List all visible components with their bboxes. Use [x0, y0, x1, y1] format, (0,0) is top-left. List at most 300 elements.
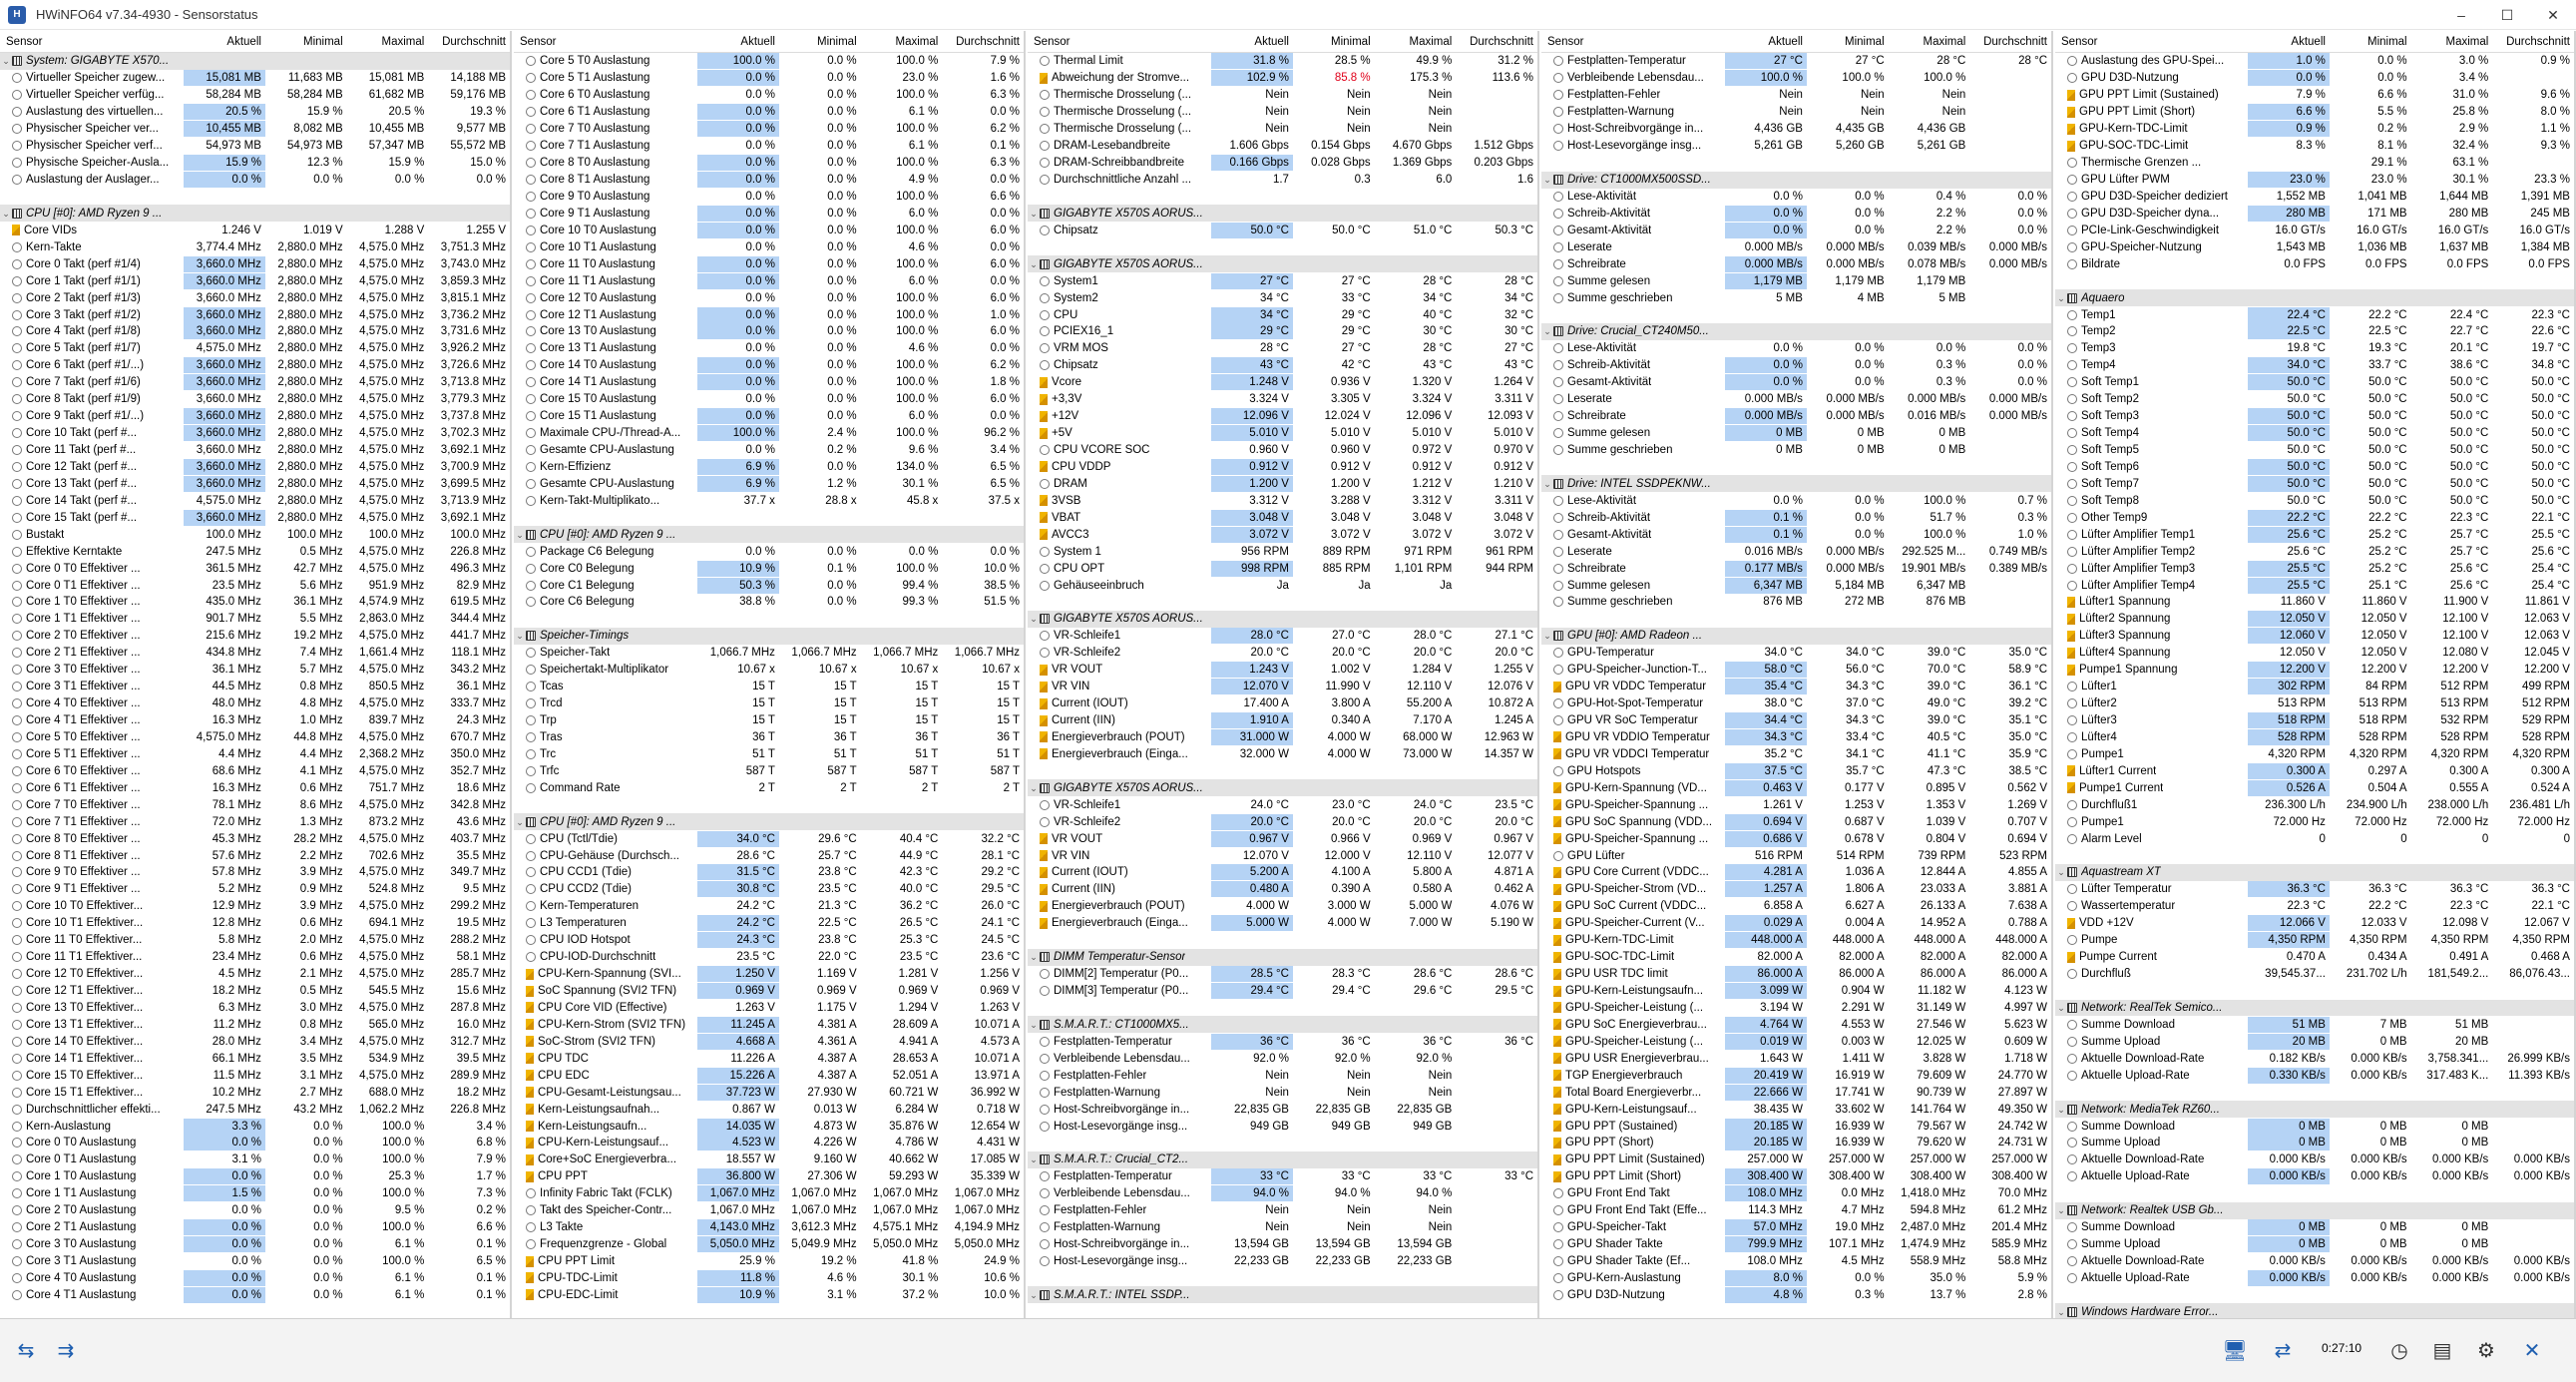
sensor-row[interactable] — [514, 1253, 1024, 1270]
sensor-row[interactable] — [514, 53, 1024, 70]
sensor-row[interactable] — [514, 121, 1024, 138]
sensor-row[interactable] — [514, 1286, 1024, 1303]
sensor-row[interactable] — [1541, 762, 2051, 779]
sensor-group-header[interactable] — [1541, 475, 2051, 492]
column-header-maximum[interactable]: Maximal — [2445, 35, 2489, 48]
sensor-pane-3[interactable] — [1028, 31, 1539, 1318]
sensor-row[interactable] — [2055, 1152, 2574, 1168]
sensor-row[interactable] — [0, 442, 510, 459]
sensor-row[interactable] — [1541, 104, 2051, 121]
sensor-group-header[interactable] — [514, 526, 1024, 543]
sensor-row[interactable] — [0, 1118, 510, 1135]
sensor-row[interactable] — [1028, 323, 1537, 340]
sensor-row[interactable] — [0, 425, 510, 442]
sensor-row[interactable] — [514, 966, 1024, 983]
sensor-row[interactable] — [514, 560, 1024, 577]
sensor-row[interactable] — [2055, 1067, 2574, 1084]
sensor-group-header[interactable] — [1028, 255, 1537, 272]
column-header-minimum[interactable]: Minimal — [2367, 35, 2407, 48]
sensor-row[interactable] — [2055, 543, 2574, 560]
sensor-row[interactable] — [1028, 121, 1537, 138]
collapse-toggle-icon[interactable]: ⌄ — [1030, 258, 1038, 269]
sensor-row[interactable] — [514, 932, 1024, 949]
sensor-row[interactable] — [1028, 813, 1537, 830]
sensor-row[interactable] — [514, 475, 1024, 492]
sensor-row[interactable] — [514, 898, 1024, 915]
sensor-row[interactable] — [1541, 408, 2051, 425]
sensor-row[interactable] — [1028, 881, 1537, 898]
sensor-row[interactable] — [1541, 712, 2051, 729]
sensor-row[interactable] — [1028, 1067, 1537, 1084]
sensor-row[interactable] — [514, 1067, 1024, 1084]
sensor-row[interactable] — [514, 543, 1024, 560]
sensor-row[interactable] — [0, 138, 510, 155]
sensor-row[interactable] — [1541, 881, 2051, 898]
maximize-button[interactable]: ☐ — [2500, 6, 2514, 23]
sensor-row[interactable] — [1541, 1000, 2051, 1017]
collapse-toggle-icon[interactable]: ⌄ — [1030, 208, 1038, 219]
sensor-row[interactable] — [0, 1236, 510, 1253]
sensor-pane-5[interactable] — [2055, 31, 2576, 1318]
sensor-row[interactable] — [2055, 628, 2574, 645]
sensor-row[interactable] — [2055, 323, 2574, 340]
sensor-row[interactable] — [2055, 306, 2574, 323]
sensor-row[interactable] — [1028, 442, 1537, 459]
column-header-minimum[interactable]: Minimal — [1331, 35, 1371, 48]
sensor-row[interactable] — [0, 662, 510, 679]
sensor-row[interactable] — [514, 272, 1024, 289]
sensor-row[interactable] — [0, 1168, 510, 1185]
sensor-row[interactable] — [2055, 189, 2574, 206]
sensor-row[interactable] — [1028, 1236, 1537, 1253]
sensor-row[interactable] — [1028, 374, 1537, 391]
sensor-row[interactable] — [1028, 272, 1537, 289]
sensor-row[interactable] — [2055, 475, 2574, 492]
sensor-row[interactable] — [0, 1084, 510, 1101]
sensor-row[interactable] — [1028, 391, 1537, 408]
sensor-row[interactable] — [2055, 255, 2574, 272]
sensor-row[interactable] — [2055, 1270, 2574, 1287]
sensor-row[interactable] — [1028, 87, 1537, 104]
sensor-row[interactable] — [514, 762, 1024, 779]
sensor-row[interactable] — [1028, 560, 1537, 577]
sensor-row[interactable] — [514, 645, 1024, 662]
sensor-row[interactable] — [2055, 830, 2574, 847]
sensor-row[interactable] — [0, 560, 510, 577]
sensor-row[interactable] — [0, 340, 510, 357]
sensor-row[interactable] — [1028, 695, 1537, 712]
sensor-row[interactable] — [1028, 543, 1537, 560]
sensor-row[interactable] — [2055, 87, 2574, 104]
sensor-row[interactable] — [1541, 1236, 2051, 1253]
sensor-row[interactable] — [514, 577, 1024, 594]
sensor-row[interactable] — [514, 189, 1024, 206]
sensor-row[interactable] — [0, 391, 510, 408]
sensor-row[interactable] — [1541, 745, 2051, 762]
sensor-row[interactable] — [1028, 915, 1537, 932]
sensor-row[interactable] — [0, 526, 510, 543]
sensor-row[interactable] — [514, 1016, 1024, 1033]
sensor-row[interactable] — [1028, 1101, 1537, 1118]
collapse-toggle-icon[interactable]: ⌄ — [1543, 175, 1551, 186]
column-header-average[interactable]: Durchschnitt — [1470, 35, 1534, 48]
sensor-row[interactable] — [1541, 238, 2051, 255]
sensor-row[interactable] — [514, 1118, 1024, 1135]
sensor-group-header[interactable] — [0, 205, 510, 222]
sensor-row[interactable] — [2055, 695, 2574, 712]
sensor-row[interactable] — [2055, 374, 2574, 391]
sensor-row[interactable] — [1028, 577, 1537, 594]
sensor-row[interactable] — [2055, 813, 2574, 830]
column-header-maximum[interactable]: Maximal — [895, 35, 939, 48]
sensor-row[interactable] — [514, 881, 1024, 898]
sensor-row[interactable] — [1541, 594, 2051, 611]
sensor-row[interactable] — [514, 172, 1024, 189]
sensor-row[interactable] — [1028, 679, 1537, 695]
sensor-row[interactable] — [1541, 222, 2051, 238]
sensor-row[interactable] — [1541, 1168, 2051, 1185]
sensor-row[interactable] — [2055, 53, 2574, 70]
sensor-row[interactable] — [2055, 70, 2574, 87]
sensor-row[interactable] — [1541, 1135, 2051, 1152]
column-header-sensor[interactable]: Sensor — [1547, 35, 1584, 48]
log-file-icon[interactable]: ▤ — [2432, 1339, 2452, 1362]
sensor-row[interactable] — [0, 492, 510, 509]
sensor-row[interactable] — [0, 1050, 510, 1067]
sensor-row[interactable] — [0, 830, 510, 847]
sensor-row[interactable] — [1541, 189, 2051, 206]
sensor-row[interactable] — [1028, 1033, 1537, 1050]
sensor-row[interactable] — [1028, 1185, 1537, 1202]
sensor-row[interactable] — [0, 1253, 510, 1270]
sensor-row[interactable] — [1541, 932, 2051, 949]
sensor-row[interactable] — [0, 966, 510, 983]
column-header-minimum[interactable]: Minimal — [817, 35, 857, 48]
sensor-row[interactable] — [0, 796, 510, 813]
sensor-row[interactable] — [1028, 172, 1537, 189]
sensor-group-header[interactable] — [2055, 1303, 2574, 1318]
sensor-row[interactable] — [0, 1016, 510, 1033]
sensor-row[interactable] — [2055, 425, 2574, 442]
collapse-toggle-icon[interactable]: ⌄ — [2, 208, 10, 219]
sensor-group-header[interactable] — [2055, 1000, 2574, 1017]
sensor-row[interactable] — [514, 1033, 1024, 1050]
sensor-row[interactable] — [2055, 1050, 2574, 1067]
sensor-row[interactable] — [1028, 357, 1537, 374]
sensor-row[interactable] — [0, 813, 510, 830]
column-header-current[interactable]: Aktuell — [740, 35, 775, 48]
collapse-toggle-icon[interactable]: ⌄ — [2057, 292, 2065, 303]
sensor-row[interactable] — [0, 745, 510, 762]
sensor-row[interactable] — [514, 138, 1024, 155]
sensor-group-header[interactable] — [2055, 864, 2574, 881]
sensor-row[interactable] — [0, 1219, 510, 1236]
sensor-row[interactable] — [2055, 779, 2574, 796]
sensor-row[interactable] — [1541, 560, 2051, 577]
sensor-row[interactable] — [1028, 1202, 1537, 1219]
sensor-row[interactable] — [514, 1168, 1024, 1185]
collapse-toggle-icon[interactable]: ⌄ — [1030, 952, 1038, 963]
sensor-row[interactable] — [1028, 796, 1537, 813]
sensor-row[interactable] — [2055, 881, 2574, 898]
sensor-row[interactable] — [1541, 983, 2051, 1000]
sensor-row[interactable] — [1541, 255, 2051, 272]
sensor-row[interactable] — [1028, 729, 1537, 746]
sensor-row[interactable] — [0, 323, 510, 340]
sensor-row[interactable] — [2055, 745, 2574, 762]
sensor-row[interactable] — [1028, 662, 1537, 679]
sensor-row[interactable] — [1028, 138, 1537, 155]
column-header-sensor[interactable]: Sensor — [2061, 35, 2098, 48]
sensor-row[interactable] — [1028, 408, 1537, 425]
sensor-row[interactable] — [514, 1135, 1024, 1152]
sensor-group-header[interactable] — [1028, 205, 1537, 222]
sensor-row[interactable] — [0, 357, 510, 374]
sensor-row[interactable] — [1541, 138, 2051, 155]
sensor-row[interactable] — [0, 104, 510, 121]
sensor-group-header[interactable] — [2055, 1101, 2574, 1118]
sensor-row[interactable] — [0, 645, 510, 662]
column-header-average[interactable]: Durchschnitt — [956, 35, 1021, 48]
sensor-row[interactable] — [0, 983, 510, 1000]
sensor-row[interactable] — [1028, 222, 1537, 238]
sensor-row[interactable] — [1028, 53, 1537, 70]
sensor-row[interactable] — [2055, 492, 2574, 509]
sensor-row[interactable] — [2055, 222, 2574, 238]
sensor-row[interactable] — [0, 1185, 510, 1202]
sensor-row[interactable] — [1028, 745, 1537, 762]
sensor-row[interactable] — [514, 492, 1024, 509]
sensor-row[interactable] — [2055, 104, 2574, 121]
sensor-row[interactable] — [0, 695, 510, 712]
sensor-group-header[interactable] — [1028, 611, 1537, 628]
sensor-row[interactable] — [0, 87, 510, 104]
sensor-row[interactable] — [1541, 526, 2051, 543]
sensor-row[interactable] — [0, 779, 510, 796]
column-header-average[interactable]: Durchschnitt — [442, 35, 507, 48]
sensor-row[interactable] — [2055, 1168, 2574, 1185]
sensor-row[interactable] — [1541, 1152, 2051, 1168]
sensor-row[interactable] — [1541, 779, 2051, 796]
sensor-row[interactable] — [2055, 155, 2574, 172]
sensor-row[interactable] — [1541, 357, 2051, 374]
sensor-row[interactable] — [1541, 915, 2051, 932]
network-icon[interactable]: ⇄ — [2274, 1339, 2292, 1362]
collapse-toggle-icon[interactable]: ⌄ — [2057, 1104, 2065, 1115]
sensor-row[interactable] — [2055, 238, 2574, 255]
collapse-toggle-icon[interactable]: ⌄ — [2057, 867, 2065, 878]
sensor-row[interactable] — [0, 949, 510, 966]
sensor-row[interactable] — [1541, 1286, 2051, 1303]
sensor-row[interactable] — [2055, 662, 2574, 679]
sensor-row[interactable] — [514, 983, 1024, 1000]
sensor-row[interactable] — [0, 1101, 510, 1118]
sensor-row[interactable] — [1028, 492, 1537, 509]
column-header-sensor[interactable]: Sensor — [520, 35, 557, 48]
sensor-row[interactable] — [1028, 712, 1537, 729]
sensor-row[interactable] — [1028, 475, 1537, 492]
sensor-pane-2[interactable] — [514, 31, 1026, 1318]
column-header-current[interactable]: Aktuell — [226, 35, 261, 48]
collapse-toggle-icon[interactable]: ⌄ — [1030, 1289, 1038, 1300]
sensor-row[interactable] — [514, 442, 1024, 459]
sensor-row[interactable] — [2055, 594, 2574, 611]
sensor-row[interactable] — [0, 1067, 510, 1084]
sensor-row[interactable] — [2055, 357, 2574, 374]
sensor-row[interactable] — [1541, 1219, 2051, 1236]
sensor-row[interactable] — [1541, 1050, 2051, 1067]
sensor-row[interactable] — [514, 459, 1024, 476]
clock-icon[interactable]: ◷ — [2390, 1339, 2408, 1362]
sensor-row[interactable] — [1028, 864, 1537, 881]
sensor-row[interactable] — [514, 915, 1024, 932]
sensor-row[interactable] — [514, 1152, 1024, 1168]
sensor-row[interactable] — [1541, 1016, 2051, 1033]
sensor-row[interactable] — [2055, 1236, 2574, 1253]
nav-left-icon[interactable]: ⇆ — [17, 1339, 35, 1362]
sensor-group-header[interactable] — [1541, 172, 2051, 189]
sensor-row[interactable] — [1541, 1084, 2051, 1101]
sensor-row[interactable] — [1541, 425, 2051, 442]
sensor-row[interactable] — [514, 712, 1024, 729]
sensor-row[interactable] — [1541, 492, 2051, 509]
sensor-row[interactable] — [1541, 662, 2051, 679]
sensor-group-header[interactable] — [2055, 1202, 2574, 1219]
sensor-row[interactable] — [1541, 1067, 2051, 1084]
column-header-current[interactable]: Aktuell — [1768, 35, 1803, 48]
sensor-row[interactable] — [1541, 830, 2051, 847]
sensor-group-header[interactable] — [1541, 323, 2051, 340]
sensor-row[interactable] — [0, 847, 510, 864]
sensor-row[interactable] — [2055, 915, 2574, 932]
sensor-row[interactable] — [514, 864, 1024, 881]
sensor-row[interactable] — [1028, 966, 1537, 983]
sensor-row[interactable] — [514, 70, 1024, 87]
sensor-row[interactable] — [0, 255, 510, 272]
sensor-row[interactable] — [0, 898, 510, 915]
column-header-sensor[interactable]: Sensor — [1034, 35, 1071, 48]
column-header-maximum[interactable]: Maximal — [1409, 35, 1453, 48]
sensor-row[interactable] — [2055, 796, 2574, 813]
sensor-row[interactable] — [1541, 1118, 2051, 1135]
sensor-row[interactable] — [1541, 1185, 2051, 1202]
column-header-minimum[interactable]: Minimal — [303, 35, 343, 48]
sensor-row[interactable] — [514, 1000, 1024, 1017]
sensor-row[interactable] — [2055, 121, 2574, 138]
sensor-row[interactable] — [0, 509, 510, 526]
sensor-row[interactable] — [2055, 1033, 2574, 1050]
sensor-row[interactable] — [514, 745, 1024, 762]
sensor-row[interactable] — [514, 155, 1024, 172]
sensor-row[interactable] — [514, 1084, 1024, 1101]
sensor-group-header[interactable] — [1028, 1152, 1537, 1168]
sensor-row[interactable] — [0, 881, 510, 898]
sensor-row[interactable] — [514, 1185, 1024, 1202]
sensor-row[interactable] — [1028, 1050, 1537, 1067]
sensor-row[interactable] — [2055, 459, 2574, 476]
sensor-row[interactable] — [0, 577, 510, 594]
sensor-row[interactable] — [0, 628, 510, 645]
sensor-row[interactable] — [1541, 121, 2051, 138]
sensor-row[interactable] — [0, 155, 510, 172]
sensor-row[interactable] — [514, 949, 1024, 966]
sensor-row[interactable] — [514, 255, 1024, 272]
sensor-row[interactable] — [1541, 695, 2051, 712]
sensor-row[interactable] — [1028, 645, 1537, 662]
sensor-row[interactable] — [1028, 425, 1537, 442]
sensor-row[interactable] — [1028, 306, 1537, 323]
column-header-current[interactable]: Aktuell — [1254, 35, 1289, 48]
sensor-row[interactable] — [0, 459, 510, 476]
sensor-row[interactable] — [1028, 1118, 1537, 1135]
sensor-row[interactable] — [514, 323, 1024, 340]
sensor-row[interactable] — [1028, 155, 1537, 172]
sensor-row[interactable] — [1541, 966, 2051, 983]
sensor-row[interactable] — [0, 932, 510, 949]
sensor-row[interactable] — [1541, 1202, 2051, 1219]
sensor-row[interactable] — [514, 357, 1024, 374]
sensor-row[interactable] — [1541, 847, 2051, 864]
collapse-toggle-icon[interactable]: ⌄ — [1543, 631, 1551, 642]
sensor-row[interactable] — [0, 1135, 510, 1152]
sensor-row[interactable] — [514, 594, 1024, 611]
sensor-row[interactable] — [0, 70, 510, 87]
sensor-row[interactable] — [514, 1236, 1024, 1253]
sensor-row[interactable] — [1028, 459, 1537, 476]
sensor-row[interactable] — [0, 1270, 510, 1287]
collapse-toggle-icon[interactable]: ⌄ — [1030, 782, 1038, 793]
sensor-row[interactable] — [1541, 679, 2051, 695]
sensor-row[interactable] — [2055, 205, 2574, 222]
sensor-group-header[interactable] — [514, 628, 1024, 645]
sensor-row[interactable] — [2055, 932, 2574, 949]
sensor-row[interactable] — [1028, 830, 1537, 847]
column-header-average[interactable]: Durchschnitt — [2506, 35, 2570, 48]
sensor-row[interactable] — [2055, 509, 2574, 526]
sensor-row[interactable] — [2055, 340, 2574, 357]
sensor-row[interactable] — [514, 306, 1024, 323]
sensor-row[interactable] — [1028, 1084, 1537, 1101]
sensor-row[interactable] — [1541, 796, 2051, 813]
sensor-row[interactable] — [514, 408, 1024, 425]
sensor-row[interactable] — [1028, 340, 1537, 357]
column-header-average[interactable]: Durchschnitt — [1983, 35, 2048, 48]
sensor-row[interactable] — [1541, 509, 2051, 526]
sensor-row[interactable] — [2055, 408, 2574, 425]
sensor-row[interactable] — [514, 222, 1024, 238]
sensor-row[interactable] — [2055, 442, 2574, 459]
sensor-row[interactable] — [514, 695, 1024, 712]
sensor-row[interactable] — [1028, 1253, 1537, 1270]
collapse-toggle-icon[interactable]: ⌄ — [2057, 1002, 2065, 1013]
sensor-row[interactable] — [1541, 205, 2051, 222]
sensor-row[interactable] — [514, 1050, 1024, 1067]
sensor-row[interactable] — [1541, 864, 2051, 881]
sensor-row[interactable] — [514, 104, 1024, 121]
sensor-row[interactable] — [514, 679, 1024, 695]
sensor-row[interactable] — [0, 272, 510, 289]
sensor-row[interactable] — [1541, 898, 2051, 915]
sensor-row[interactable] — [2055, 729, 2574, 746]
sensor-group-header[interactable] — [1028, 949, 1537, 966]
sensor-row[interactable] — [514, 1270, 1024, 1287]
sensor-row[interactable] — [0, 306, 510, 323]
sensor-row[interactable] — [1541, 391, 2051, 408]
sensor-row[interactable] — [514, 662, 1024, 679]
collapse-toggle-icon[interactable]: ⌄ — [2057, 1306, 2065, 1317]
sensor-row[interactable] — [2055, 712, 2574, 729]
sensor-row[interactable] — [514, 1101, 1024, 1118]
